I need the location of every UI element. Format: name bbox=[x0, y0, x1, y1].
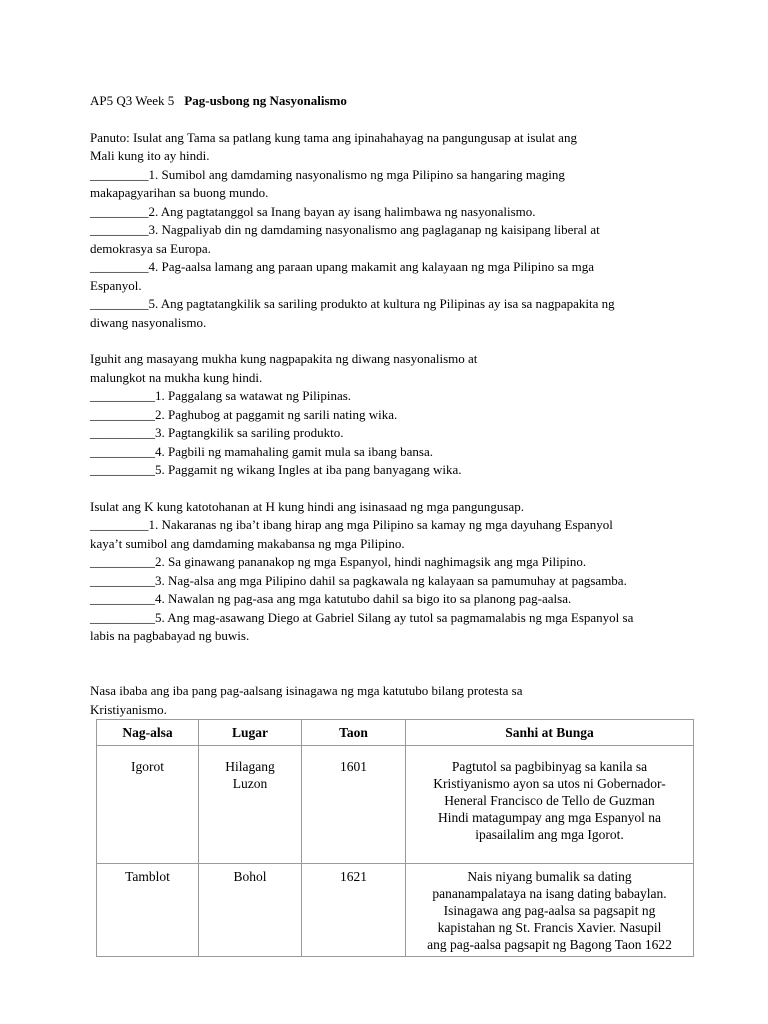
column-header: Nag-alsa bbox=[97, 720, 199, 746]
question-line: makapagyarihan sa buong mundo. bbox=[90, 185, 269, 200]
cell-sanhi-at-bunga bbox=[406, 864, 694, 957]
table-header-row bbox=[97, 720, 694, 746]
intro-text: Nasa ibaba ang iba pang pag-aalsang isinagawa ng mga katutubo bilang protesta sa bbox=[90, 683, 523, 698]
question-line: demokrasya sa Europa. bbox=[90, 240, 211, 256]
question-line: Espanyol. bbox=[90, 277, 142, 293]
instruction-text: malungkot na mukha kung hindi. bbox=[90, 369, 263, 385]
question-line: __________3. Nag-alsa ang mga Pilipino dahil sa pagkawala ng kalayaan sa pamumuhay at pagsamba. bbox=[90, 572, 627, 588]
lugar-text: Hilagang bbox=[225, 759, 275, 774]
question-line: kaya’t sumibol ang damdaming makabansa ng mga Pilipino. bbox=[90, 535, 405, 551]
question-line: _________1. Nakaranas ng iba’t ibang hirap ang mga Pilipino sa kamay ng mga dayuhang Espanyol bbox=[90, 517, 613, 532]
sanhi-text: kapistahan ng St. Francis Xavier. Nasupil bbox=[437, 920, 662, 935]
column-header: Taon bbox=[302, 720, 406, 746]
section-k-h bbox=[90, 498, 690, 646]
sanhi-text: Isinagawa ang pag-aalsa sa pagsapit ng bbox=[443, 903, 656, 918]
question-line: _________5. Ang pagtatangkilik sa sariling produkto at kultura ng Pilipinas ay isa sa nagpapakita ng bbox=[90, 296, 615, 311]
sanhi-text: ang pag-aalsa pagsapit ng Bagong Taon 1622 bbox=[427, 937, 672, 952]
table-row bbox=[97, 746, 694, 864]
question-line: _________4. Pag-aalsa lamang ang paraan upang makamit ang kalayaan ng mga Pilipino sa mga bbox=[90, 259, 594, 274]
question-line: __________4. Pagbili ng mamahaling gamit mula sa ibang bansa. bbox=[90, 443, 434, 459]
question-line: __________5. Paggamit ng wikang Ingles at iba pang banyagang wika. bbox=[90, 462, 462, 477]
sanhi-text: Nais niyang bumalik sa dating bbox=[467, 869, 632, 884]
column-header: Sanhi at Bunga bbox=[406, 720, 694, 746]
cell-lugar bbox=[199, 746, 302, 864]
question-line: __________1. Paggalang sa watawat ng Pilipinas. bbox=[90, 388, 352, 403]
question-line: _________2. Ang pagtatanggol sa Inang bayan ay isang halimbawa ng nasyonalismo. bbox=[90, 203, 536, 219]
sanhi-text: Heneral Francisco de Tello de Guzman bbox=[444, 793, 655, 808]
instruction-text: Mali kung ito ay hindi. bbox=[90, 148, 210, 163]
lugar-text: Luzon bbox=[232, 776, 268, 791]
instruction-text: Isulat ang K kung katotohanan at H kung hindi ang isinasaad ng mga pangungusap. bbox=[90, 498, 524, 514]
question-line: __________4. Nawalan ng pag-asa ang mga katutubo dahil sa bigo ito sa planong pag-aalsa. bbox=[90, 591, 572, 606]
question-line: __________3. Pagtangkilik sa sariling produkto. bbox=[90, 425, 344, 440]
question-line: diwang nasyonalismo. bbox=[90, 314, 207, 330]
cell-lugar bbox=[199, 864, 302, 957]
worksheet-code: AP5 Q3 Week 5 bbox=[90, 93, 175, 108]
sanhi-text: ipasailalim ang mga Igorot. bbox=[475, 827, 624, 842]
sanhi-text: Kristiyanismo ayon sa utos ni Gobernador- bbox=[433, 776, 666, 791]
question-line: _________1. Sumibol ang damdaming nasyonalismo ng mga Pilipino sa hangaring maging bbox=[90, 166, 565, 182]
worksheet-header bbox=[90, 92, 690, 111]
instruction-text: Panuto: Isulat ang Tama sa patlang kung tama ang ipinahahayag na pangungusap at isulat ang bbox=[90, 129, 577, 145]
cell-nag-alsa: Igorot bbox=[97, 746, 199, 864]
cell-taon: 1621 bbox=[302, 864, 406, 957]
instruction-text: Iguhit ang masayang mukha kung nagpapakita ng diwang nasyonalismo at bbox=[90, 351, 478, 366]
worksheet bbox=[90, 92, 690, 664]
sanhi-text: Pagtutol sa pagbibinyag sa kanila sa bbox=[451, 759, 648, 774]
table-row bbox=[97, 864, 694, 957]
question-line: labis na pagbabayad ng buwis. bbox=[90, 628, 250, 643]
revolts-table bbox=[96, 719, 694, 957]
lugar-text: Bohol bbox=[233, 869, 267, 884]
column-header: Lugar bbox=[199, 720, 302, 746]
table-intro bbox=[90, 682, 690, 719]
section-mukha bbox=[90, 350, 690, 480]
question-line: __________2. Sa ginawang pananakop ng mga Espanyol, hindi naghimagsik ang mga Pilipino. bbox=[90, 554, 587, 569]
question-line: _________3. Nagpaliyab din ng damdaming nasyonalismo ang paglaganap ng kaisipang liberal at bbox=[90, 222, 600, 237]
sanhi-text: pananampalataya na isang dating babaylan. bbox=[432, 886, 667, 901]
section-tama-mali bbox=[90, 129, 690, 333]
question-line: __________2. Paghubog at paggamit ng sarili nating wika. bbox=[90, 406, 398, 422]
cell-taon: 1601 bbox=[302, 746, 406, 864]
question-line: __________5. Ang mag-asawang Diego at Gabriel Silang ay tutol sa pagmamalabis ng mga Espanyol sa bbox=[90, 609, 634, 625]
cell-sanhi-at-bunga bbox=[406, 746, 694, 864]
sanhi-text: Hindi matagumpay ang mga Espanyol na bbox=[437, 810, 662, 825]
intro-text: Kristiyanismo. bbox=[90, 701, 167, 717]
cell-nag-alsa: Tamblot bbox=[97, 864, 199, 957]
worksheet-topic: Pag-usbong ng Nasyonalismo bbox=[184, 93, 347, 108]
